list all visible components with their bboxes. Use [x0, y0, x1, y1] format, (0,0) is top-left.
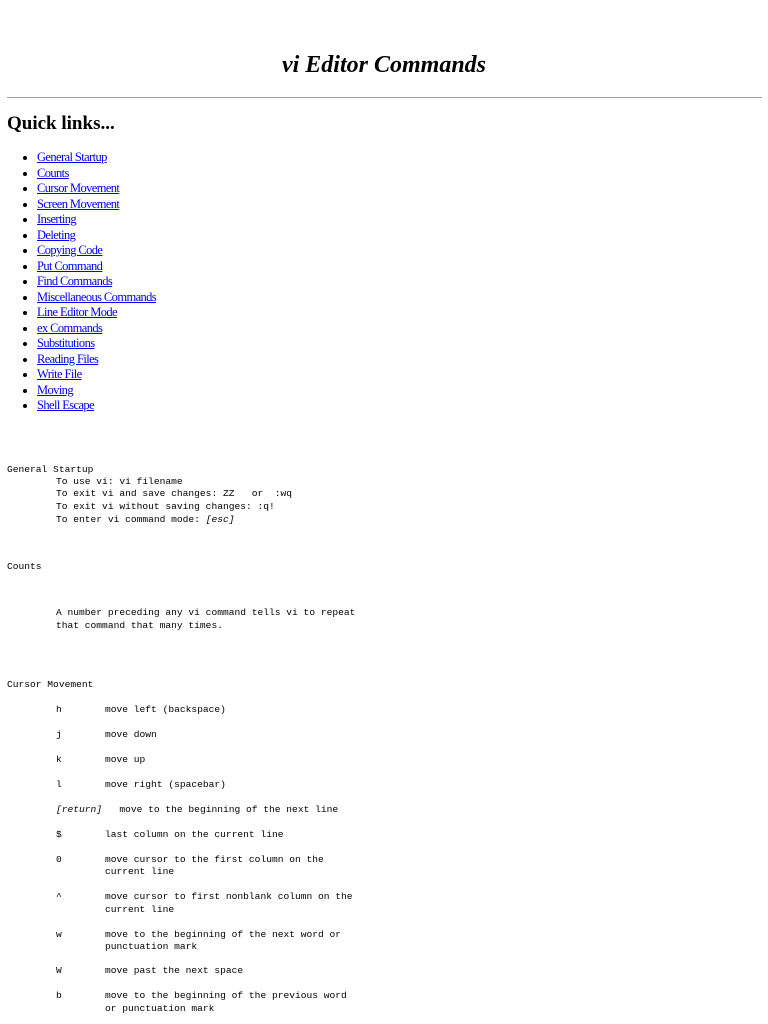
command-desc: move cursor to first nonblank column on the — [105, 891, 353, 902]
command-desc: move up — [105, 754, 146, 765]
quick-links-list — [22, 150, 156, 414]
link-counts[interactable]: Counts — [37, 165, 69, 180]
command-desc: current line — [105, 866, 175, 877]
command-row — [56, 804, 338, 817]
command-key: $ — [56, 829, 62, 840]
command-desc: or punctuation mark — [105, 1003, 215, 1014]
command-desc: move to the beginning of the next word or — [105, 929, 342, 940]
quick-link-item — [37, 305, 156, 321]
command-key: h — [56, 704, 62, 715]
quick-link-item — [37, 243, 156, 259]
quick-link-item — [37, 150, 156, 166]
link-general-startup[interactable]: General Startup — [37, 150, 107, 164]
command-desc: current line — [105, 904, 175, 915]
link-moving[interactable]: Moving — [37, 382, 73, 397]
quick-link-item — [37, 398, 156, 414]
page-title: vi Editor Commands — [281, 52, 487, 78]
counts-line: A number preceding any vi command tells vi to repeat — [56, 607, 356, 618]
startup-line — [56, 514, 234, 527]
link-put-command[interactable]: Put Command — [37, 258, 103, 273]
command-desc: move past the next space — [105, 965, 244, 976]
link-reading-files[interactable]: Reading Files — [37, 351, 99, 366]
quick-link-item — [37, 259, 156, 275]
quick-link-item — [37, 181, 156, 197]
command-key: ^ — [56, 891, 62, 902]
link-miscellaneous-commands[interactable]: Miscellaneous Commands — [37, 289, 157, 304]
quick-link-item — [37, 383, 156, 399]
link-find-commands[interactable]: Find Commands — [37, 274, 113, 288]
startup-line: To exit vi without saving changes: :q! — [56, 501, 275, 512]
quick-link-item — [37, 290, 156, 306]
esc-key: [esc] — [205, 514, 235, 525]
command-key: 0 — [56, 854, 62, 865]
startup-text: To enter vi command mode: — [56, 514, 206, 525]
section-heading-counts: Counts — [7, 561, 42, 572]
link-inserting[interactable]: Inserting — [37, 212, 77, 226]
quick-link-item — [37, 228, 156, 244]
quick-links-heading: Quick links... — [7, 113, 115, 134]
link-line-editor-mode[interactable]: Line Editor Mode — [37, 305, 117, 319]
command-key: w — [56, 929, 62, 940]
command-key: W — [56, 965, 62, 976]
quick-link-item — [37, 336, 156, 352]
quick-link-item — [37, 197, 156, 213]
link-ex-commands[interactable]: ex Commands — [37, 320, 103, 335]
command-key: l — [56, 779, 62, 790]
command-desc: move cursor to the first column on the — [105, 854, 324, 865]
command-key: b — [56, 990, 62, 1001]
quick-link-item — [37, 274, 156, 290]
command-desc: last column on the current line — [105, 829, 284, 840]
command-desc: move down — [105, 729, 157, 740]
quick-link-item — [37, 367, 156, 383]
command-desc: move right (spacebar) — [105, 779, 226, 790]
quick-link-item — [37, 166, 156, 182]
link-copying-code[interactable]: Copying Code — [37, 243, 103, 257]
link-deleting[interactable]: Deleting — [37, 227, 76, 242]
link-screen-movement[interactable]: Screen Movement — [37, 196, 120, 211]
command-desc: move to the beginning of the previous word — [105, 990, 347, 1001]
section-heading-general-startup: General Startup — [7, 464, 94, 475]
quick-link-item — [37, 212, 156, 228]
startup-line: To exit vi and save changes: ZZ or :wq — [56, 488, 293, 499]
command-key: [return] — [56, 804, 103, 815]
title-divider — [7, 97, 762, 98]
command-desc: move left (backspace) — [105, 704, 226, 715]
quick-link-item — [37, 321, 156, 337]
startup-line: To use vi: vi filename — [56, 476, 183, 487]
counts-line: that command that many times. — [56, 620, 223, 631]
section-heading-cursor-movement: Cursor Movement — [7, 679, 94, 690]
link-cursor-movement[interactable]: Cursor Movement — [37, 181, 120, 195]
link-substitutions[interactable]: Substitutions — [37, 336, 95, 350]
command-key: j — [56, 729, 62, 740]
command-key: k — [56, 754, 62, 765]
link-write-file[interactable]: Write File — [37, 367, 82, 381]
link-shell-escape[interactable]: Shell Escape — [37, 398, 95, 412]
command-desc: punctuation mark — [105, 941, 198, 952]
command-desc: move to the beginning of the next line — [119, 804, 339, 815]
quick-link-item — [37, 352, 156, 368]
